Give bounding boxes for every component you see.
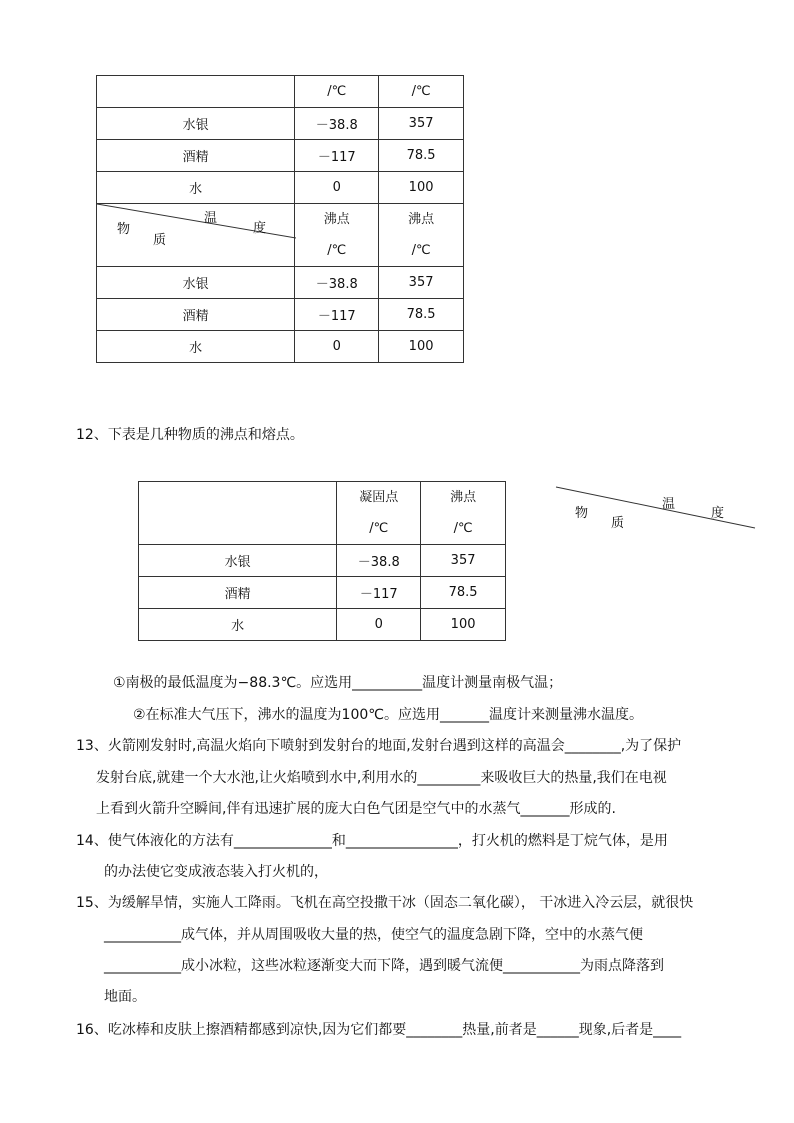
diag-label-wu: 物 xyxy=(117,222,131,237)
table-row: 水 0 100 xyxy=(139,609,506,641)
table-2-head-empty xyxy=(139,482,337,545)
table-1-head-boiling: 沸点 /℃ xyxy=(379,204,464,267)
q14-line1: 14、使气体液化的方法有______________和________________，打火机的燃料是丁烷气体，是用 xyxy=(76,833,668,849)
table-row: 水银 －38.8 357 xyxy=(97,267,464,299)
table-2 xyxy=(138,481,506,641)
diag-label-wen: 温 xyxy=(204,211,218,226)
table-row: 水 0 100 xyxy=(97,331,464,363)
table-row: 酒精 －117 78.5 xyxy=(97,140,464,172)
table-row: 水 0 100 xyxy=(97,172,464,204)
diag-label-du: 度 xyxy=(253,221,267,236)
diag-label-wen: 温 xyxy=(662,497,676,512)
q15-line3: ___________成小冰粒，这些冰粒逐渐变大而下降，遇到暖气流便___________为雨点降落到 xyxy=(104,958,664,974)
q13-line1: 13、火箭刚发射时,高温火焰向下喷射到发射台的地面,发射台遇到这样的高温会________,为了保护 xyxy=(76,738,682,754)
floating-diagonal-header xyxy=(555,485,757,533)
q15-line2: ___________成气体，并从周围吸收大量的热，使空气的温度急剧下降，空中的水蒸气便 xyxy=(104,927,643,943)
table-1-diagonal-header xyxy=(97,204,295,267)
table-1-head-unit: /℃ xyxy=(295,76,379,108)
diag-label-zhi: 质 xyxy=(153,233,167,248)
q16-line1: 16、吃冰棒和皮肤上擦酒精都感到凉快,因为它们都要________热量,前者是______现象,后者是____ xyxy=(76,1022,682,1038)
diag-label-zhi: 质 xyxy=(611,516,625,531)
diag-label-du: 度 xyxy=(711,506,725,521)
q15-line1: 15、为缓解旱情，实施人工降雨。飞机在高空投撒干冰（固态二氧化碳）， 干冰进入冷云层，就很快 xyxy=(76,895,694,911)
q14-line2: 的办法使它变成液态装入打火机的， xyxy=(104,864,328,880)
table-1-head-empty xyxy=(97,76,295,108)
q13-line2: 发射台底,就建一个大水池,让火焰喷到水中,利用水的_________来吸收巨大的热量,我们在电视 xyxy=(96,770,667,786)
table-2-head-boiling: 沸点 /℃ xyxy=(421,482,506,545)
q12-title: 12、下表是几种物质的沸点和熔点。 xyxy=(76,427,304,443)
q15-line4: 地面。 xyxy=(104,989,146,1005)
table-1 xyxy=(96,75,464,363)
diag-label-wu: 物 xyxy=(575,506,589,521)
table-row: 水银 －38.8 357 xyxy=(97,108,464,140)
q12-sub2: ②在标准大气压下，沸水的温度为100℃。应选用_______温度计来测量沸水温度。 xyxy=(133,707,643,723)
q13-line3: 上看到火箭升空瞬间,伴有迅速扩展的庞大白色气团是空气中的水蒸气_______形成的. xyxy=(96,801,616,817)
table-1-head-unit: /℃ xyxy=(379,76,464,108)
table-row: 酒精 －117 78.5 xyxy=(139,577,506,609)
table-row: 水银 －38.8 357 xyxy=(139,545,506,577)
table-1-head-boiling: 沸点 /℃ xyxy=(295,204,379,267)
table-2-head-freezing: 凝固点 /℃ xyxy=(337,482,421,545)
table-row: 酒精 －117 78.5 xyxy=(97,299,464,331)
q12-sub1: ①南极的最低温度为−88.3℃。应选用__________温度计测量南极气温； xyxy=(113,675,563,691)
